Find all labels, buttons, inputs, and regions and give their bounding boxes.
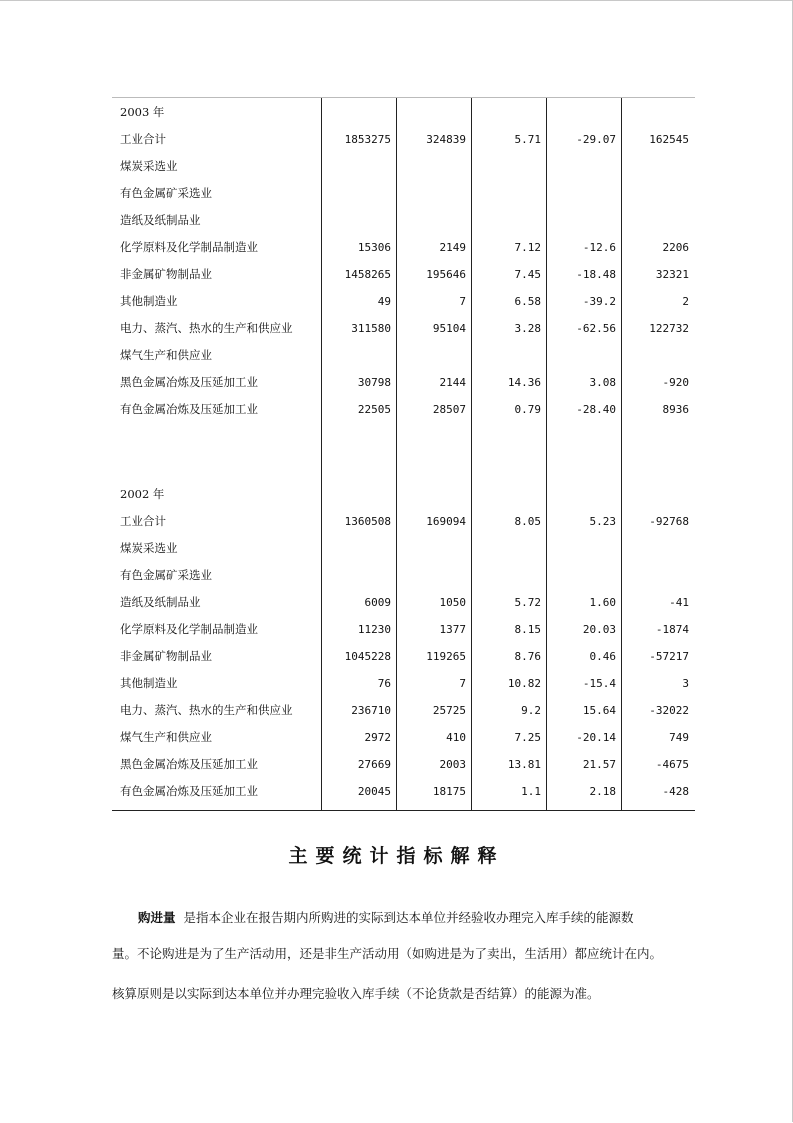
value-cell: -1874: [655, 623, 689, 636]
value-cell: 15306: [357, 241, 391, 254]
value-cell: -29.07: [576, 133, 616, 146]
industry-label: 造纸及纸制品业: [120, 213, 201, 227]
table-row: [112, 180, 695, 207]
table-row: [112, 288, 695, 315]
industry-label: 有色金属矿采选业: [120, 568, 212, 582]
value-cell: -20.14: [576, 731, 616, 744]
table-row: [112, 562, 695, 589]
value-cell: 1050: [439, 596, 466, 609]
industry-label: 非金属矿物制品业: [120, 649, 212, 663]
value-cell: 18175: [432, 785, 466, 798]
table-row: [112, 697, 695, 724]
value-cell: 15.64: [582, 704, 616, 717]
value-cell: 76: [377, 677, 391, 690]
industry-label: 其他制造业: [120, 676, 178, 690]
industry-label: 煤气生产和供应业: [120, 348, 212, 362]
year-heading-row: [112, 99, 695, 126]
value-cell: -18.48: [576, 268, 616, 281]
value-cell: 1458265: [344, 268, 391, 281]
value-cell: 22505: [357, 403, 391, 416]
table-row: [112, 396, 695, 423]
table-row: [112, 234, 695, 261]
value-cell: 11230: [357, 623, 391, 636]
table-row: [112, 207, 695, 234]
value-cell: 0.46: [589, 650, 616, 663]
value-cell: 122732: [649, 322, 689, 335]
value-cell: 28507: [432, 403, 466, 416]
value-cell: -15.4: [582, 677, 616, 690]
definition-paragraph: [138, 909, 678, 927]
section-title: 主要统计指标解释: [288, 845, 505, 867]
value-cell: -32022: [649, 704, 689, 717]
value-cell: 119265: [426, 650, 466, 663]
industry-label: 煤炭采选业: [120, 541, 178, 555]
value-cell: 10.82: [507, 677, 541, 690]
value-cell: 13.81: [507, 758, 541, 771]
value-cell: 7.12: [514, 241, 541, 254]
table-row: [112, 535, 695, 562]
definition-text-line: 核算原则是以实际到达本单位并办理完验收入库手续（不论货款是否结算）的能源为准。: [112, 986, 600, 1001]
value-cell: 324839: [426, 133, 466, 146]
industry-label: 化学原料及化学制品制造业: [120, 622, 258, 636]
value-cell: 5.71: [514, 133, 541, 146]
value-cell: 7: [459, 295, 466, 308]
value-cell: -4675: [655, 758, 689, 771]
value-cell: 5.23: [589, 515, 616, 528]
industry-label: 电力、蒸汽、热水的生产和供应业: [120, 321, 293, 335]
value-cell: -41: [669, 596, 689, 609]
industry-label: 黑色金属冶炼及压延加工业: [120, 757, 258, 771]
industry-label: 煤炭采选业: [120, 159, 178, 173]
value-cell: 195646: [426, 268, 466, 281]
value-cell: -12.6: [582, 241, 616, 254]
value-cell: 1.1: [521, 785, 541, 798]
industry-label: 有色金属冶炼及压延加工业: [120, 784, 258, 798]
value-cell: 5.72: [514, 596, 541, 609]
document-page: [0, 1, 793, 1123]
year-heading-row: [112, 481, 695, 508]
value-cell: 162545: [649, 133, 689, 146]
industry-label: 造纸及纸制品业: [120, 595, 201, 609]
value-cell: 7.45: [514, 268, 541, 281]
table-row: [112, 342, 695, 369]
value-cell: 9.2: [521, 704, 541, 717]
value-cell: 0.79: [514, 403, 541, 416]
value-cell: 2206: [662, 241, 689, 254]
table-row: [112, 778, 695, 805]
value-cell: 3: [682, 677, 689, 690]
table-row: [112, 315, 695, 342]
value-cell: 2.18: [589, 785, 616, 798]
value-cell: 8.76: [514, 650, 541, 663]
value-cell: 2144: [439, 376, 466, 389]
value-cell: 410: [446, 731, 466, 744]
definition-text-line: 量。不论购进是为了生产活动用，还是非生产活动用（如购进是为了卖出，生活用）都应统计在内。: [112, 946, 663, 961]
value-cell: -62.56: [576, 322, 616, 335]
industry-label: 有色金属矿采选业: [120, 186, 212, 200]
value-cell: 27669: [357, 758, 391, 771]
definition-text-line: 是指本企业在报告期内所购进的实际到达本单位并经验收办理完入库手续的能源数: [183, 910, 634, 925]
table-row: [112, 751, 695, 778]
value-cell: 1.60: [589, 596, 616, 609]
value-cell: 2149: [439, 241, 466, 254]
industry-label: 黑色金属冶炼及压延加工业: [120, 375, 258, 389]
table-row: [112, 616, 695, 643]
table-row: [112, 589, 695, 616]
industry-label: 化学原料及化学制品制造业: [120, 240, 258, 254]
table-row: [112, 261, 695, 288]
value-cell: 8.15: [514, 623, 541, 636]
industry-label: 其他制造业: [120, 294, 178, 308]
value-cell: 169094: [426, 515, 466, 528]
value-cell: 1045228: [344, 650, 391, 663]
table-row: [112, 369, 695, 396]
industry-label: 煤气生产和供应业: [120, 730, 212, 744]
value-cell: 32321: [655, 268, 689, 281]
industry-label: 工业合计: [120, 514, 166, 528]
value-cell: 14.36: [507, 376, 541, 389]
value-cell: 20.03: [582, 623, 616, 636]
value-cell: 236710: [351, 704, 391, 717]
table-row: [112, 724, 695, 751]
value-cell: -28.40: [576, 403, 616, 416]
table-row: [112, 670, 695, 697]
industry-label: 非金属矿物制品业: [120, 267, 212, 281]
year-label: 2002 年: [120, 487, 165, 501]
value-cell: 6.58: [514, 295, 541, 308]
value-cell: 8.05: [514, 515, 541, 528]
value-cell: -39.2: [582, 295, 616, 308]
value-cell: -92768: [649, 515, 689, 528]
industry-label: 电力、蒸汽、热水的生产和供应业: [120, 703, 293, 717]
table-row: [112, 153, 695, 180]
value-cell: -428: [662, 785, 689, 798]
value-cell: 25725: [432, 704, 466, 717]
value-cell: 3.28: [514, 322, 541, 335]
value-cell: 20045: [357, 785, 391, 798]
value-cell: 311580: [351, 322, 391, 335]
value-cell: 749: [669, 731, 689, 744]
value-cell: 49: [377, 295, 391, 308]
statistics-table: [112, 97, 695, 811]
value-cell: 21.57: [582, 758, 616, 771]
definition-term: 购进量: [138, 910, 176, 925]
value-cell: 6009: [364, 596, 391, 609]
value-cell: 95104: [432, 322, 466, 335]
value-cell: 30798: [357, 376, 391, 389]
value-cell: 2: [682, 295, 689, 308]
value-cell: 1360508: [344, 515, 391, 528]
table-row: [112, 643, 695, 670]
industry-label: 有色金属冶炼及压延加工业: [120, 402, 258, 416]
value-cell: 2003: [439, 758, 466, 771]
table-row: [112, 126, 695, 153]
value-cell: 8936: [662, 403, 689, 416]
value-cell: 7.25: [514, 731, 541, 744]
value-cell: 1377: [439, 623, 466, 636]
industry-label: 工业合计: [120, 132, 166, 146]
value-cell: 1853275: [344, 133, 391, 146]
value-cell: 3.08: [589, 376, 616, 389]
value-cell: -920: [662, 376, 689, 389]
year-label: 2003 年: [120, 105, 165, 119]
value-cell: 2972: [364, 731, 391, 744]
value-cell: 7: [459, 677, 466, 690]
table-row: [112, 508, 695, 535]
value-cell: -57217: [649, 650, 689, 663]
